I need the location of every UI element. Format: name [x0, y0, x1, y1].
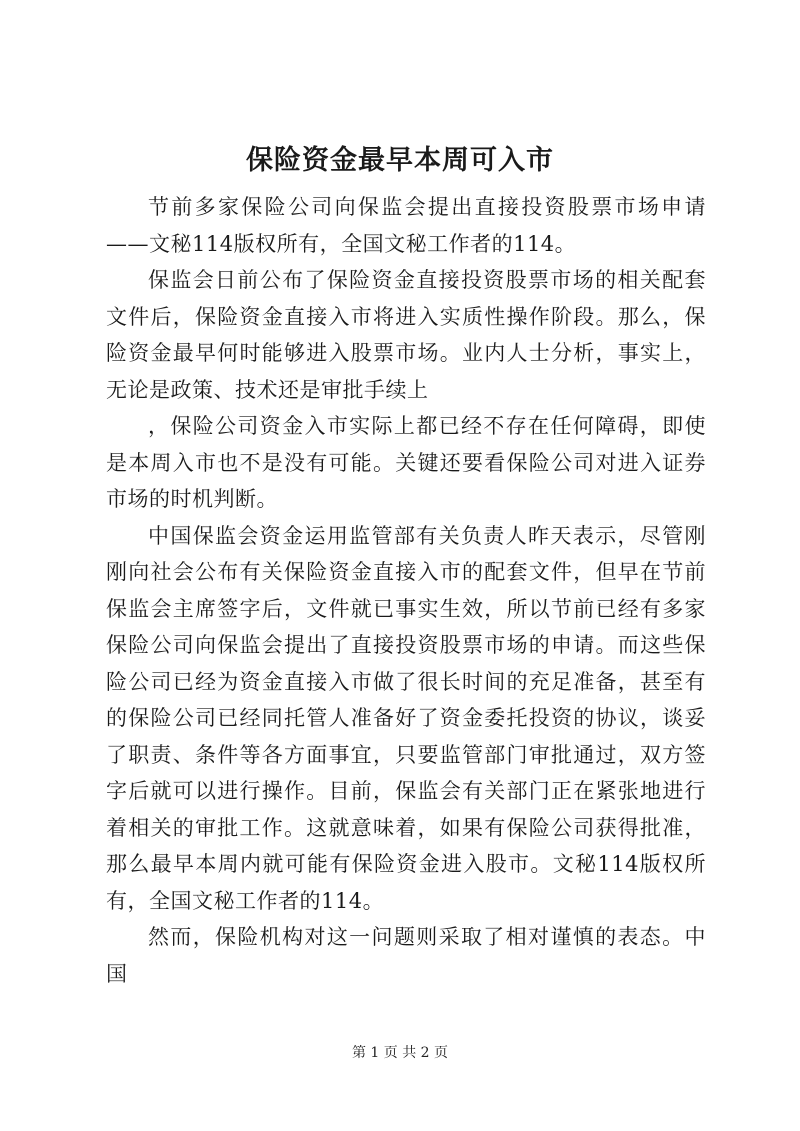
paragraph-4: 中国保监会资金运用监管部有关负责人昨天表示，尽管刚刚向社会公布有关保险资金直接入市的配套文件，但早在节前保监会主席签字后，文件就已事实生效，所以节前已经有多家保险公司向保监会提出了直接投资股票市场的申请。而这些保险公司已经为资金直接入市做了很长时间的充足准备，甚至有的保险公司已经同托管人准备好了资金委托投资的协议，谈妥了职责、条件等各方面事宜，只要监管部门审批通过，双方签字后就可以进行操作。目前，保监会有关部门正在紧张地进行着相关的审批工作。这就意味着，如果有保险公司获得批准，那么最早本周内就可能有保险资金进入股市。文秘114版权所有，全国文秘工作者的114。 [106, 523, 706, 913]
document-title: 保险资金最早本周可入市 [246, 145, 554, 176]
paragraph-3: ，保险公司资金入市实际上都已经不存在任何障碍，即使是本周入市也不是没有可能。关键还要看保险公司对进入证券市场的时机判断。 [106, 414, 706, 511]
document-body [106, 189, 706, 992]
paragraph-5: 然而，保险机构对这一问题则采取了相对谨慎的表态。中国 [106, 925, 706, 986]
paragraph-1: 节前多家保险公司向保监会提出直接投资股票市场申请——文秘114版权所有，全国文秘工作者的114。 [106, 195, 706, 256]
paragraph-2: 保监会日前公布了保险资金直接投资股票市场的相关配套文件后，保险资金直接入市将进入实质性操作阶段。那么，保险资金最早何时能够进入股票市场。业内人士分析，事实上，无论是政策、技术还是审批手续上 [106, 268, 706, 402]
page-number-footer: 第 1 页 共 2 页 [351, 1045, 449, 1061]
